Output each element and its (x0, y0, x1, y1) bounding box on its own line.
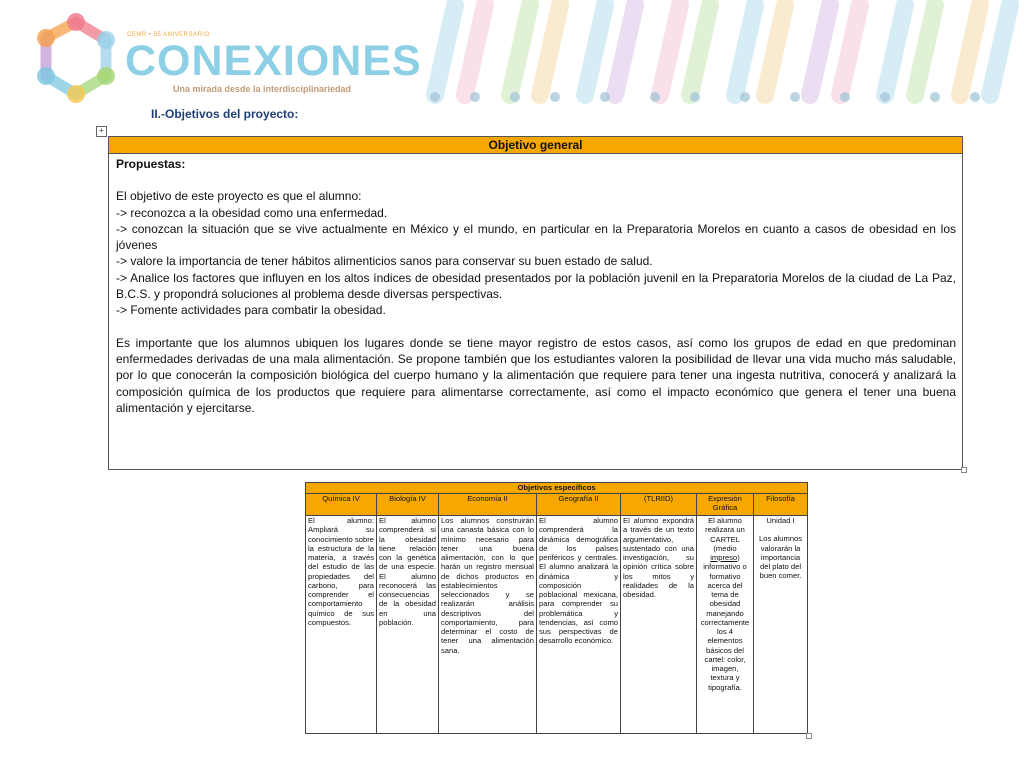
table-cell-economia: Los alumnos construirán una canasta básica con lo mínimo necesario para tener una buena alimentación, con lo que harán un registro mensual de dichos productos en establecimientos seleccionados y se realizarán análisis descriptivos del comportamiento, para determinar el costo de tener una alimentación sana. (439, 516, 537, 734)
column-header: Biología IV (377, 494, 439, 516)
column-header: Geografía II (537, 494, 621, 516)
table-resize-handle-icon[interactable] (806, 733, 812, 739)
table-resize-handle-icon[interactable] (961, 467, 967, 473)
table-cell-filosofia (754, 516, 808, 734)
table-cell-expresion-grafica (697, 516, 754, 734)
general-objective-heading: Objetivo general (109, 137, 962, 154)
column-header: Economía II (439, 494, 537, 516)
cell-text: El alumno realizara un CARTEL (medio (705, 516, 745, 553)
objective-intro: El objetivo de este proyecto es que el alumno: (116, 189, 362, 204)
objective-item: -> Analice los factores que influyen en los altos índices de obesidad presentados por la población juvenil en la Preparatoria Morelos de la ciudad de La Paz, B.C.S. y propondrá soluciones al problema desde diversas perspectivas. (116, 270, 956, 302)
cell-text: ) informativo o formativo acerca del tema de obesidad manejando correctamente los 4 elementos básicos del cartel: color, imagen, textura y tipografía. (700, 553, 750, 692)
conexiones-logo-icon (30, 10, 120, 108)
logo-anniversary-text: CEMR • 55 ANIVERSARIO (127, 32, 210, 38)
column-header: Expresión Gráfica (697, 494, 754, 516)
logo-wordmark: CONEXIONES (125, 37, 422, 85)
table-cell-geografia: El alumno comprenderá la dinámica demográfica de los países periféricos y centrales. El alumno analizará la dinámica y composición poblacional mexicana, para comprender su problemática y tendencias, así como sus perspectivas de desarrollo económico. (537, 516, 621, 734)
table-move-handle-icon[interactable]: + (96, 126, 107, 137)
objective-item: -> Fomente actividades para combatir la obesidad. (116, 303, 386, 318)
logo-tagline: Una mirada desde la interdisciplinariedad (173, 84, 352, 94)
objective-item: -> conozcan la situación que se vive actualmente en México y el mundo, en particular en la Preparatoria Morelos en cuanto a casos de obesidad en los jóvenes (116, 221, 956, 253)
column-header: Filosofía (754, 494, 808, 516)
cell-text-underlined: impreso (710, 553, 738, 562)
objective-item: -> reconozca a la obesidad como una enfermedad. (116, 205, 388, 220)
decorative-stripes (415, 0, 1024, 108)
specific-objectives-table (305, 482, 808, 734)
general-objective-body (109, 154, 962, 416)
cell-unit: Unidad I (766, 516, 795, 525)
header-banner (0, 0, 1024, 110)
table-cell-quimica: El alumno: Ampliará su conocimiento sobre la estructura de la materia, a través del estudio de las propiedades del carbono, para comprender el comportamiento químico de sus compuestos. (306, 516, 377, 734)
table-row (306, 516, 808, 734)
column-header: Química IV (306, 494, 377, 516)
specific-objectives-heading: Objetivos específicos (306, 483, 808, 494)
general-objective-box (108, 136, 963, 470)
table-cell-tlriid: El alumno expondrá a través de un texto argumentativo, sustentado con una investigación, su opinión crítica sobre los mitos y realidades de la obesidad. (621, 516, 697, 734)
proposals-subheading: Propuestas: (116, 157, 186, 171)
column-header: (TLRIID) (621, 494, 697, 516)
cell-text: Los alumnos valorarán la importancia del plato del buen comer. (759, 534, 803, 581)
table-cell-biologia: El alumno comprenderá si la obesidad tiene relación con la genética de una especie. El alumno reconocerá las consecuencias de la obesidad en una población. (377, 516, 439, 734)
section-title: II.-Objetivos del proyecto: (151, 107, 299, 121)
objective-item: -> valore la importancia de tener hábitos alimenticios sanos para conservar su buen estado de salud. (116, 254, 653, 269)
objective-closing-paragraph: Es importante que los alumnos ubiquen los lugares donde se tiene mayor registro de estos casos, así como los grupos de edad en que predominan enfermedades derivadas de una mala alimentación. Se propone también que los estudiantes valoren la posibilidad de llevar una vida mucho más saludable, por lo que conocerán la composición biológica del cuerpo humano y la alimentación que requiere para tener una ingesta nutritiva, conocerá y analizará la composición química de los productos que requiere para alimentarse correctamente, así como el impacto económico que genera el tener una buena alimentación y ejercitarse. (116, 335, 956, 415)
